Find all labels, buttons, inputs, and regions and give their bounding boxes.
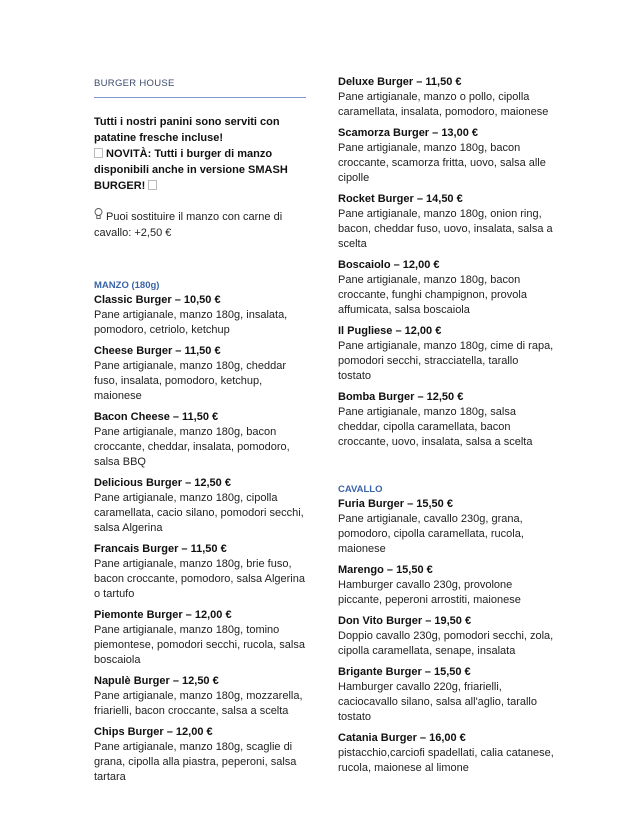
menu-item-description: Pane artigianale, manzo 180g, bacon croccante, cheddar, insalata, pomodoro, salsa BBQ: [94, 426, 290, 468]
menu-item-name: Scamorza Burger – 13,00 €: [338, 127, 479, 139]
menu-item-name: Boscaiolo – 12,00 €: [338, 259, 440, 271]
lightbulb-icon: [94, 211, 103, 223]
menu-item-description: Doppio cavallo 230g, pomodori secchi, zola, cipolla caramellata, senape, insalata: [338, 630, 554, 657]
menu-item-name: Classic Burger – 10,50 €: [94, 294, 221, 306]
menu-item-description: Pane artigianale, manzo o pollo, cipolla caramellata, insalata, pomodoro, maionese: [338, 91, 549, 118]
menu-item-name: Il Pugliese – 12,00 €: [338, 325, 442, 337]
manzo-list: [94, 293, 306, 785]
menu-item: [338, 563, 554, 608]
menu-item-name: Deluxe Burger – 11,50 €: [338, 76, 462, 88]
section-title-manzo: MANZO (180g): [94, 280, 160, 291]
menu-item-description: Pane artigianale, manzo 180g, onion ring, bacon, cheddar fuso, uovo, insalata, salsa a scelta: [338, 208, 553, 250]
menu-item-description: Pane artigianale, manzo 180g, cheddar fuso, insalata, pomodoro, ketchup, maionese: [94, 360, 287, 402]
menu-item-name: Chips Burger – 12,00 €: [94, 726, 213, 738]
menu-item-name: Cheese Burger – 11,50 €: [94, 345, 221, 357]
menu-item-name: Francais Burger – 11,50 €: [94, 543, 227, 555]
menu-item-description: Pane artigianale, manzo 180g, tomino piemontese, pomodori secchi, rucola, salsa boscaiola: [94, 624, 305, 666]
menu-item: [338, 75, 554, 120]
menu-item: [338, 665, 554, 725]
menu-item-description: Pane artigianale, manzo 180g, brie fuso, bacon croccante, pomodoro, salsa Algerina o tartufo: [94, 558, 305, 600]
right-column: [338, 75, 554, 782]
menu-item: [338, 614, 554, 659]
menu-item-description: Pane artigianale, manzo 180g, bacon croccante, scamorza fritta, uovo, salsa alle cipolle: [338, 142, 546, 184]
menu-item: [338, 497, 554, 557]
menu-item: [94, 410, 306, 470]
menu-item-description: Pane artigianale, manzo 180g, cipolla caramellata, cacio silano, pomodori secchi, salsa Algerina: [94, 492, 304, 534]
menu-item-name: Bacon Cheese – 11,50 €: [94, 411, 219, 423]
menu-item-description: Pane artigianale, manzo 180g, scaglie di grana, cipolla alla piastra, peperoni, salsa tartara: [94, 741, 297, 783]
menu-item: [94, 725, 306, 785]
intro-text: [94, 114, 306, 194]
menu-item: [94, 608, 306, 668]
menu-item: [338, 192, 554, 252]
menu-item-description: Hamburger cavallo 230g, provolone piccante, peperoni arrostiti, maionese: [338, 579, 521, 606]
cavallo-list: [338, 497, 554, 776]
document-title: BURGER HOUSE: [94, 76, 306, 98]
menu-item-name: Catania Burger – 16,00 €: [338, 732, 466, 744]
menu-item-name: Piemonte Burger – 12,00 €: [94, 609, 232, 621]
menu-item: [338, 324, 554, 384]
menu-item-name: Napulè Burger – 12,50 €: [94, 675, 219, 687]
menu-item-name: Rocket Burger – 14,50 €: [338, 193, 463, 205]
menu-item-description: Hamburger cavallo 220g, friarielli, caciocavallo silano, salsa all'aglio, tarallo tostato: [338, 681, 537, 723]
menu-item: [338, 390, 554, 450]
intro-line-2: NOVITÀ: Tutti i burger di manzo disponibili anche in versione SMASH BURGER!: [94, 148, 288, 192]
emoji-placeholder-icon: [148, 180, 157, 190]
menu-item: [94, 542, 306, 602]
section-title-cavallo: CAVALLO: [338, 484, 383, 495]
menu-item-name: Delicious Burger – 12,50 €: [94, 477, 231, 489]
menu-item: [94, 674, 306, 719]
emoji-placeholder-icon: [94, 148, 103, 158]
menu-item-name: Marengo – 15,50 €: [338, 564, 433, 576]
menu-item-name: Brigante Burger – 15,50 €: [338, 666, 471, 678]
menu-item-description: Pane artigianale, manzo 180g, cime di rapa, pomodori secchi, stracciatella, tarallo tostato: [338, 340, 554, 382]
menu-item-name: Bomba Burger – 12,50 €: [338, 391, 464, 403]
menu-item: [94, 476, 306, 536]
menu-item: [338, 126, 554, 186]
menu-item-name: Don Vito Burger – 19,50 €: [338, 615, 472, 627]
menu-item: [94, 293, 306, 338]
left-column: [94, 76, 306, 791]
menu-item-description: Pane artigianale, manzo 180g, salsa cheddar, cipolla caramellata, bacon croccante, uovo, insalata, salsa a scelta: [338, 406, 533, 448]
menu-item-name: Furia Burger – 15,50 €: [338, 498, 453, 510]
menu-item-description: pistacchio,carciofi spadellati, calia catanese, rucola, maionese al limone: [338, 747, 554, 774]
intro-line-1: Tutti i nostri panini sono serviti con patatine fresche incluse!: [94, 116, 280, 144]
menu-item: [338, 731, 554, 776]
menu-item: [94, 344, 306, 404]
menu-item-description: Pane artigianale, manzo 180g, bacon croccante, funghi champignon, provola affumicata, salsa boscaiola: [338, 274, 527, 316]
tip-text: Puoi sostituire il manzo con carne di cavallo: +2,50 €: [94, 208, 306, 241]
menu-item: [338, 258, 554, 318]
manzo-list-continued: [338, 75, 554, 450]
menu-item-description: Pane artigianale, manzo 180g, mozzarella, friarielli, bacon croccante, salsa a scelta: [94, 690, 303, 717]
menu-item-description: Pane artigianale, manzo 180g, insalata, pomodoro, cetriolo, ketchup: [94, 309, 288, 336]
menu-item-description: Pane artigianale, cavallo 230g, grana, pomodoro, cipolla caramellata, rucola, maionese: [338, 513, 524, 555]
